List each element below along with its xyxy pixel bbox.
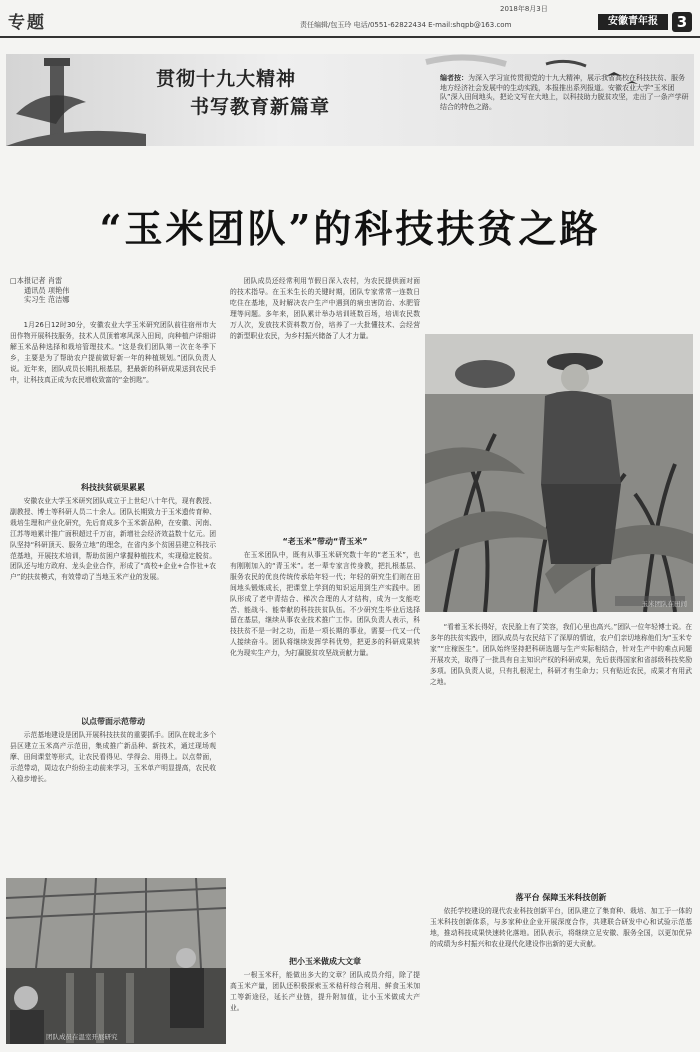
editor-note-text: 为深入学习宣传贯彻党的十九大精神，展示我省高校在科技扶贫、服务地方经济社会发展中的生动实践，本报推出系列报道。安徽农业大学“玉米团队”深入田间地头，把论文写在大地上，以科技助力脱贫攻坚，走出了一条产学研结合的特色之路。 — [440, 74, 689, 111]
paragraph: “看着玉米长得好，农民脸上有了笑容，我们心里也高兴。”团队一位年轻博士说。在多年的扶贫实践中，团队成员与农民结下了深厚的情谊，农户们亲切地称他们为“玉米专家”“庄稼医生”。团队始终坚持把科研选题与生产实际相结合，针对生产中的难点问题开展攻关，取得了一批具有自主知识产权的科研成果，先后获得国家和省部级科技奖励多项。团队负责人说，只有扎根泥土，科研才有生命力；只有贴近农民，成果才有用武之地。 — [430, 623, 692, 686]
greenhouse-image — [6, 878, 226, 1044]
article-body-col2-b — [230, 550, 420, 950]
subhead-3: “老玉米”带动“青玉米” — [282, 537, 368, 546]
photo-caption: 玉米团队在田间 — [641, 600, 687, 608]
photo-greenhouse — [6, 878, 226, 1044]
byline-name: 项艳伟 — [47, 285, 70, 295]
subhead-5: 落平台 保障玉米科技创新 — [515, 893, 607, 902]
byline — [10, 276, 120, 305]
issue-date: 2018年8月3日 — [500, 5, 548, 13]
banner-title-line1: 贯彻十九大精神 — [156, 68, 297, 90]
section-label: 专题 — [8, 13, 46, 33]
article-body-col2-a — [230, 276, 420, 534]
article-body-col2-c — [230, 970, 420, 1046]
banner-title-line2: 书写教育新篇章 — [190, 96, 331, 118]
editor-contact: 责任编辑/包玉玲 电话/0551-62822434 E-mail:shqpb@163.com — [300, 21, 512, 29]
byline-row — [10, 286, 120, 296]
paragraph: 团队成员还经常利用节假日深入农村，为农民提供面对面的技术指导。在玉米生长的关键时期，团队专家常常一连数日吃住在基地，及时解决农户生产中遇到的病虫害防治、水肥管理等问题。多年来，团队累计举办培训班数百场，培训农民数万人次，发放技术资料数万份，培养了一大批懂技术、会经营的新型职业农民，为乡村振兴储备了人才力量。 — [230, 277, 420, 340]
photo-cornfield — [425, 334, 693, 612]
byline-name: 肖雷 — [47, 276, 63, 285]
paragraph: 一根玉米秆，能做出多大的文章？团队成员介绍，除了提高玉米产量，团队还积极探索玉米秸秆综合利用、鲜食玉米加工等新途径，延长产业链，提升附加值，让小玉米做成大产业。 — [230, 971, 420, 1012]
byline-row — [10, 295, 120, 305]
article-body-col1-b — [10, 496, 216, 696]
paragraph: 1月26日12时30分，安徽农业大学玉米研究团队前往宿州市大田作物开展科技服务，技术人员顶着寒风深入田间，向种植户详细讲解玉米品种选择和栽培管理技术。“这是我们团队第一次在冬季下乡，主要是为了帮助农户提前做好新一年的种植规划。”团队负责人说。近年来，团队成员长期扎根基层，把最新的科研成果送到农民手中，让科技真正成为农民增收致富的“金钥匙”。 — [10, 321, 216, 384]
article-body-col3-a — [430, 622, 692, 890]
editor-note-label: 编者按： — [440, 74, 468, 82]
byline-role: 实习生 — [24, 295, 46, 304]
paragraph: 依托学校建设的现代农业科技创新平台，团队建立了集育种、栽培、加工于一体的玉米科技创新体系，与多家种业企业开展深度合作，共建联合研发中心和试验示范基地，推动科技成果快速转化落地。团队表示，将继续立足安徽、服务全国，以更加优异的成绩为乡村振兴和农业现代化建设作出新的更大贡献。 — [430, 907, 692, 948]
paragraph: 示范基地建设是团队开展科技扶贫的重要抓手。团队在皖北多个县区建立玉米高产示范田，集成推广新品种、新技术，通过现场观摩、田间课堂等形式，让农民看得见、学得会、用得上。以点带面，示范带动，周边农户纷纷主动前来学习，玉米单产明显提高，农民收入稳步增长。 — [10, 731, 216, 783]
subhead-1: 科技扶贫硕果累累 — [81, 483, 145, 492]
headline: “玉米团队”的科技扶贫之路 — [99, 206, 601, 251]
photo-caption: 团队成员在温室开展研究 — [46, 1033, 118, 1041]
byline-role: □本报记者 — [10, 276, 46, 285]
cornfield-image — [425, 334, 693, 612]
page-number: 3 — [672, 12, 692, 32]
article-body-col1-a — [10, 320, 216, 480]
page-header — [0, 0, 700, 38]
paragraph: 在玉米团队中，既有从事玉米研究数十年的“老玉米”，也有刚刚加入的“青玉米”。老一辈专家言传身教，把扎根基层、服务农民的优良传统传承给年轻一代；年轻的研究生们则在田间地头锻炼成长，把课堂上学到的知识运用到生产实践中。团队形成了老中青结合、梯次合理的人才结构，成为一支能吃苦、能战斗、能奉献的科技扶贫队伍。不少研究生毕业后选择留在基层，继续从事农业技术推广工作。团队负责人表示，科技扶贫不是一时之功，而是一项长期的事业，需要一代又一代人接续奋斗。团队将继续发挥学科优势，把更多的科研成果转化为现实生产力，为打赢脱贫攻坚战贡献力量。 — [230, 551, 420, 658]
byline-role: 通讯员 — [24, 285, 46, 295]
paragraph: 安徽农业大学玉米研究团队成立于上世纪八十年代，现有教授、副教授、博士等科研人员二十余人。团队长期致力于玉米遗传育种、栽培生理和产业化研究，先后育成多个玉米新品种，在安徽、河南、江苏等地累计推广面积超过千万亩，新增社会经济效益数十亿元。团队坚持“科研顶天、服务立地”的理念，在省内多个贫困县建立科技示范基地，开展技术培训，帮助贫困户掌握种植技术，实现稳定脱贫。团队还与地方政府、龙头企业合作，形成了“高校+企业+合作社+农户”的扶贫模式，有效带动了当地玉米产业的发展。 — [10, 497, 216, 582]
byline-name: 范洁娜 — [47, 295, 70, 304]
editor-note — [440, 74, 690, 148]
article-body-col1-c — [10, 730, 216, 870]
byline-row — [10, 276, 120, 286]
subhead-4: 把小玉米做成大文章 — [289, 957, 361, 966]
masthead-logo: 安徽青年报 — [598, 14, 668, 30]
subhead-2: 以点带面示范带动 — [81, 717, 145, 726]
article-body-col3-b — [430, 906, 692, 1046]
